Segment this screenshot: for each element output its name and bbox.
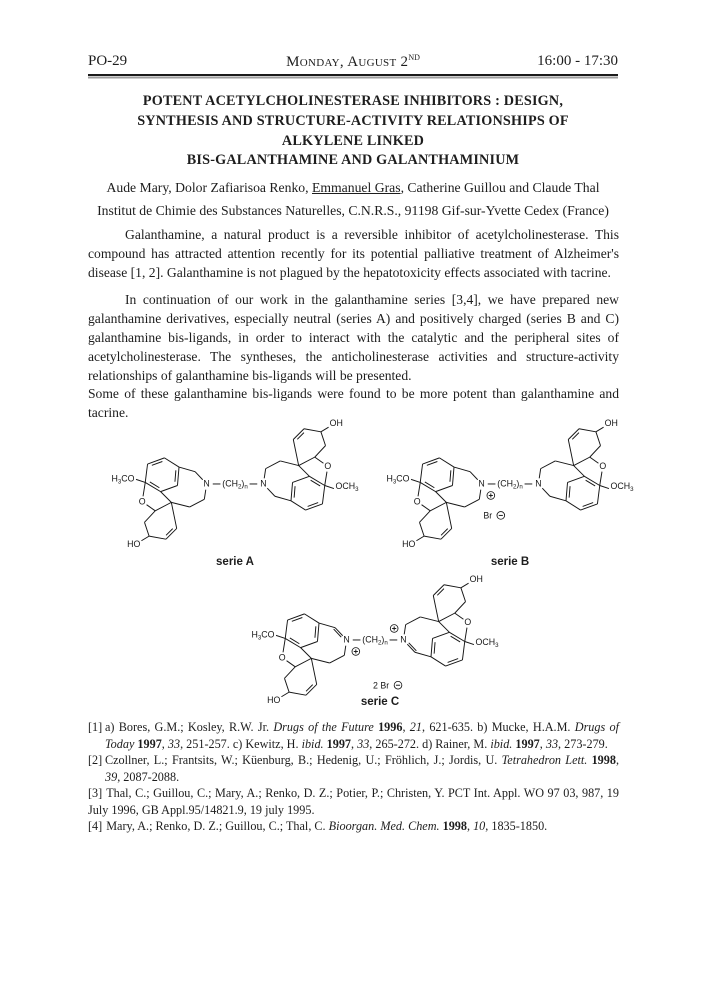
page-header — [88, 53, 618, 73]
abstract-paragraph: In continuation of our work in the galanthamine series [3,4], we have prepared new galanthamine derivatives, especially neutral (series A) and positively charged (series B and C) galanthamine bis-ligands, in order to interact with the catalytic and the peripheral sites of acetylcholinesterase. The syntheses, the anticholinesterase activities and structure-activity relationships of galanthamine bis-ligands will be presented. — [88, 292, 619, 383]
text-segment: , — [161, 736, 168, 751]
svg-text:O: O — [464, 617, 472, 628]
text-segment: , 621-635. b) Mucke, H.A.M. — [421, 720, 575, 734]
text-segment: 1997 — [137, 736, 162, 751]
text-segment: , Catherine Guillou and Claude Thal — [400, 180, 600, 195]
title-line: ALKYLENE LINKED — [281, 132, 425, 149]
title-line: BIS-GALANTHAMINE AND GALANTHAMINIUM — [186, 152, 520, 169]
reference-marker: [2] — [88, 753, 103, 767]
affiliation: Institut de Chimie des Substances Naturelles, C.N.R.S., 91198 Gif-sur-Yvette Cedex (France) — [97, 203, 609, 218]
text-segment: ibid. — [490, 736, 513, 751]
svg-text:(CH2)n: $(CH_2)_n$ — [222, 478, 248, 491]
session-date-ordinal: ND — [408, 53, 420, 62]
text-segment: Drugs of Today — [105, 720, 620, 751]
reference-text — [105, 753, 619, 784]
structure-serie-a — [100, 418, 370, 553]
text-segment: Mary, A.; Renko, D. Z.; Guillou, C.; Thal, C. — [106, 819, 329, 833]
text-segment: Emmanuel Gras — [312, 180, 401, 195]
svg-text:N: N — [478, 478, 485, 489]
text-segment: Bioorgan. Med. Chem. — [328, 819, 440, 833]
svg-text:OH: OH — [604, 418, 618, 429]
svg-text:H3CO: $H_3CO$ — [251, 629, 275, 642]
references-list — [88, 719, 619, 835]
text-segment: , 265-272. d) Rainer, M. — [369, 736, 491, 751]
svg-text:N: N — [535, 478, 542, 489]
text-segment: 1998 — [442, 819, 467, 833]
text-segment: , — [351, 736, 358, 751]
svg-text:OCH3: $OCH_3$ — [610, 480, 634, 493]
reference-item — [88, 818, 619, 835]
text-segment: , — [615, 753, 619, 767]
structure-caption: serie B — [490, 556, 530, 568]
svg-text:2 Br: 2 Br — [373, 680, 390, 691]
svg-text:O: O — [278, 652, 286, 663]
svg-text:N: N — [400, 634, 407, 645]
abstract-body — [88, 226, 619, 423]
title-line: POTENT ACETYLCHOLINESTERASE INHIBITORS : DESIGN, — [142, 93, 564, 109]
svg-text:N: N — [343, 634, 350, 645]
structure-caption: serie A — [216, 556, 254, 568]
reference-marker: [3] — [88, 786, 103, 800]
session-time: 16:00 - 17:30 — [537, 53, 618, 69]
text-segment: Thal, C.; Guillou, C.; Mary, A.; Renko, D. Z.; Potier, P.; Christen, Y. PCT Int. Appl. WO 97 03, 987, 19 July 1996, GB Appl.95/14821.9, 19 july 1995. — [88, 786, 619, 817]
svg-text:Br: Br — [483, 510, 493, 521]
reference-item — [88, 785, 619, 818]
text-segment: 1996 — [378, 720, 403, 734]
text-segment: Drugs of the Future — [273, 720, 374, 734]
svg-text:N: N — [260, 478, 267, 489]
text-segment: Tetrahedron Lett. — [501, 753, 588, 767]
svg-text:H3CO: $H_3CO$ — [111, 473, 135, 486]
text-segment: 21 — [409, 720, 422, 734]
text-segment: 10 — [473, 819, 486, 833]
text-segment: , 251-257. c) Kewitz, H. — [180, 736, 302, 751]
text-segment: , — [402, 720, 410, 734]
text-segment: a) Bores, G.M.; Kosley, R.W. Jr. — [105, 720, 274, 734]
header-rule — [88, 74, 618, 76]
text-segment: 33 — [545, 736, 559, 751]
text-segment: 1998 — [591, 753, 616, 767]
text-segment: 1997 — [326, 736, 352, 751]
svg-text:(CH2)n: $(CH_2)_n$ — [497, 478, 523, 491]
abstract-paragraph: Galanthamine, a natural product is a reversible inhibitor of acetylcholinesterase. This compound has attracted attention recently for its potential palliative treatment of Alzheimer's disease [1, 2]. Galanthamine is not plagued by the hepatotoxicity effects associated with tacrine. — [88, 227, 619, 280]
svg-text:O: O — [138, 496, 146, 507]
session-code: PO-29 — [88, 53, 128, 69]
session-date — [286, 53, 420, 71]
svg-text:N: N — [203, 478, 210, 489]
svg-text:OH: OH — [469, 574, 483, 585]
reference-marker: [4] — [88, 819, 103, 833]
structure-caption: serie C — [360, 696, 400, 708]
svg-text:HO: HO — [267, 694, 281, 705]
text-segment: , — [539, 736, 546, 751]
text-segment: ibid. — [301, 736, 324, 751]
svg-text:HO: HO — [127, 538, 141, 549]
text-segment: , 2087-2088. — [117, 769, 180, 784]
paper-title — [62, 92, 644, 171]
svg-text:H3CO: $H_3CO$ — [386, 473, 410, 486]
session-date-text: Monday, August 2 — [286, 54, 409, 70]
text-segment: , 273-279. — [558, 736, 608, 751]
reference-item — [88, 752, 619, 785]
reference-marker: [1] — [88, 720, 103, 734]
title-line: SYNTHESIS AND STRUCTURE-ACTIVITY RELATIONSHIPS OF — [137, 112, 569, 129]
text-segment: 33 — [357, 736, 370, 751]
abstract-paragraph: Some of these galanthamine bis-ligands were found to be more potent than galanthamine and tacrine. — [88, 386, 619, 421]
structure-serie-b — [375, 418, 645, 553]
text-segment: , — [466, 819, 474, 833]
text-segment: , 1835-1850. — [485, 819, 548, 833]
reference-text — [105, 720, 619, 751]
text-segment: Czollner, L.; Frantsits, W.; Küenburg, B.; Hedenig, U.; Fröhlich, J.; Jordis, U. — [105, 753, 502, 767]
svg-text:O: O — [324, 461, 332, 472]
reference-text — [106, 819, 547, 833]
svg-text:(CH2)n: $(CH_2)_n$ — [362, 634, 388, 647]
svg-text:OH: OH — [329, 418, 343, 429]
reference-item — [88, 719, 619, 752]
svg-text:O: O — [413, 496, 421, 507]
svg-text:O: O — [599, 461, 607, 472]
text-segment: Aude Mary, Dolor Zafiarisoa Renko, — [106, 180, 312, 195]
text-segment: 1997 — [515, 736, 540, 751]
reference-text — [88, 786, 619, 817]
structure-serie-c — [240, 574, 510, 709]
authors-line — [40, 180, 666, 196]
svg-text:HO: HO — [402, 538, 416, 549]
text-segment: 33 — [167, 736, 181, 751]
svg-text:OCH3: $OCH_3$ — [475, 636, 499, 649]
text-segment: 39 — [105, 769, 118, 784]
svg-text:OCH3: $OCH_3$ — [335, 480, 359, 493]
